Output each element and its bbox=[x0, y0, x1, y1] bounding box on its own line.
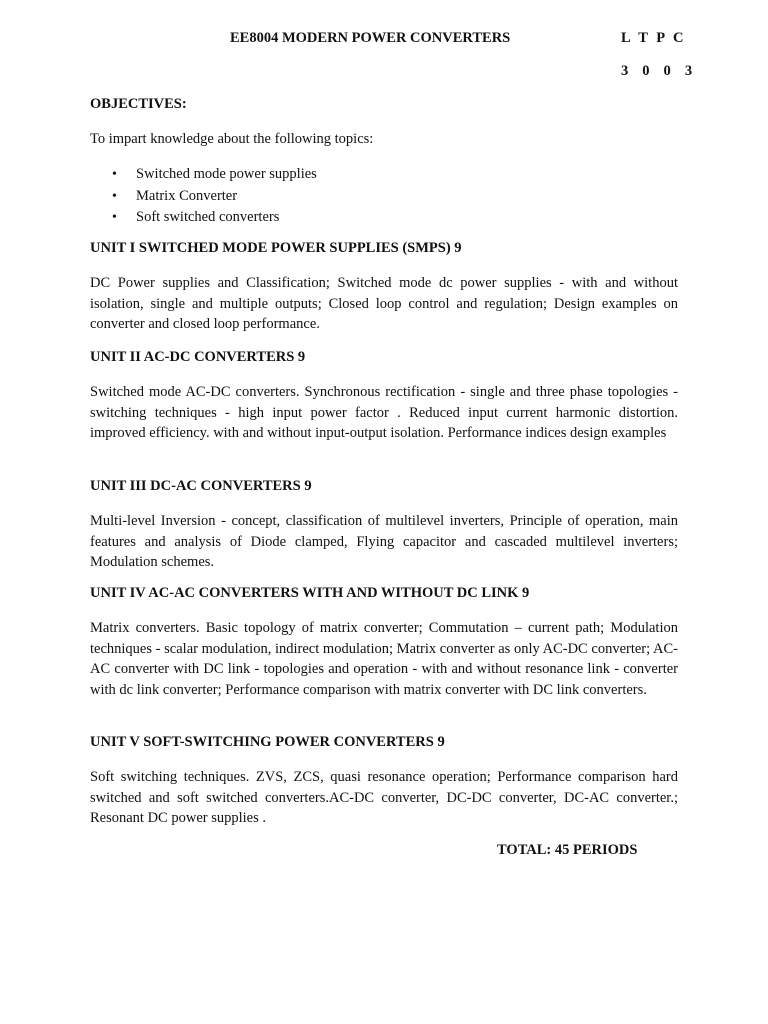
bullet-icon: • bbox=[112, 210, 117, 225]
bullet-icon: • bbox=[112, 167, 117, 182]
ltpc-label: L T P C bbox=[621, 30, 686, 46]
unit-4-body: Matrix converters. Basic topology of matrix converter; Commutation – current path; Modulation techniques - scalar modulation, indirect modulation; Matrix converter as only AC-DC converter; AC-AC converter with DC link - topologies and operation - with and without resonance link - converter with dc link converter; Performance comparison with matrix converter with DC link converters. bbox=[90, 620, 678, 698]
unit-1-heading: UNIT I SWITCHED MODE POWER SUPPLIES (SMPS) 9 bbox=[90, 240, 462, 256]
list-item bbox=[90, 207, 317, 229]
objectives-heading: OBJECTIVES: bbox=[90, 96, 187, 112]
list-item-text: Matrix Converter bbox=[136, 187, 238, 204]
credits-values: 3 0 0 3 bbox=[621, 63, 698, 79]
unit-2-body: Switched mode AC-DC converters. Synchronous rectification - single and three phase topologies - switching techniques - high input power factor . Reduced input current harmonic distortion. improved efficiency. with and without input-output isolation. Performance indices design examples bbox=[90, 384, 678, 441]
objectives-intro: To impart knowledge about the following topics: bbox=[90, 131, 374, 147]
unit-5-body: Soft switching techniques. ZVS, ZCS, quasi resonance operation; Performance comparison hard switched and soft switched converters.AC-DC converter, DC-DC converter, DC-AC converter.; Resonant DC power supplies . bbox=[90, 769, 678, 826]
unit-1-body: DC Power supplies and Classification; Switched mode dc power supplies - with and without isolation, single and multiple outputs; Closed loop control and regulation; Design examples on converter and closed loop performance. bbox=[90, 275, 678, 332]
list-item-text: Soft switched converters bbox=[136, 209, 280, 225]
objectives-list bbox=[90, 164, 317, 229]
list-item bbox=[90, 164, 317, 186]
list-item-text: Switched mode power supplies bbox=[136, 166, 317, 182]
unit-2-heading: UNIT II AC-DC CONVERTERS 9 bbox=[90, 349, 306, 365]
list-item bbox=[90, 186, 317, 208]
unit-4-heading: UNIT IV AC-AC CONVERTERS WITH AND WITHOUT DC LINK 9 bbox=[90, 585, 530, 601]
unit-3-body: Multi-level Inversion - concept, classification of multilevel inverters, Principle of operation, main features and analysis of Diode clamped, Flying capacitor and cascaded multilevel inverters; Modulation schemes. bbox=[90, 513, 678, 570]
course-title: EE8004 MODERN POWER CONVERTERS bbox=[230, 30, 511, 46]
bullet-icon: • bbox=[112, 188, 117, 204]
total-periods: TOTAL: 45 PERIODS bbox=[497, 842, 638, 858]
unit-5-heading: UNIT V SOFT-SWITCHING POWER CONVERTERS 9 bbox=[90, 734, 445, 750]
unit-3-heading: UNIT III DC-AC CONVERTERS 9 bbox=[90, 478, 312, 494]
